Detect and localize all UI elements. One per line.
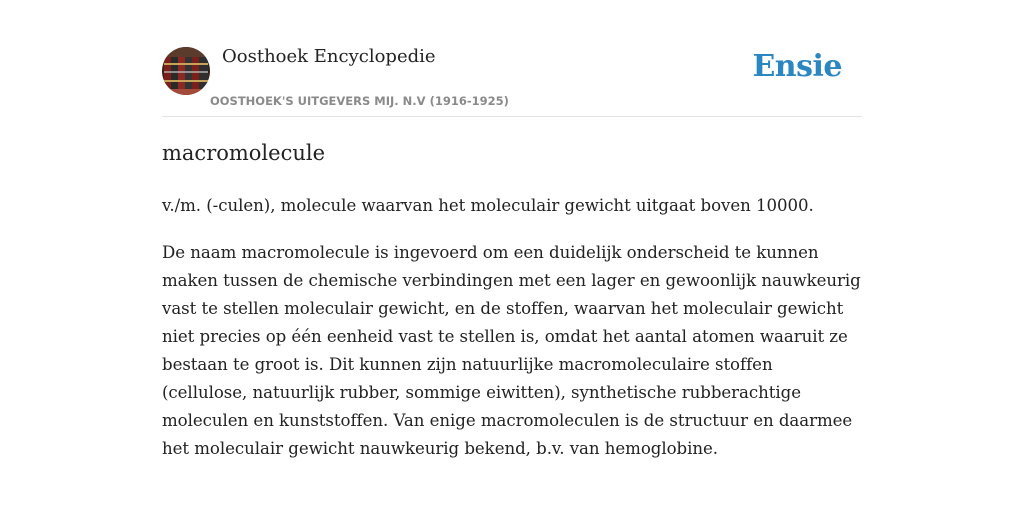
entry-body bbox=[162, 239, 874, 463]
body-line: De naam macromolecule is ingevoerd om een duidelijk onderscheid te kunnen bbox=[162, 243, 819, 262]
body-line: het moleculair gewicht nauwkeurig bekend, b.v. van hemoglobine. bbox=[162, 439, 719, 458]
entry-title: macromolecule bbox=[162, 141, 326, 165]
body-line: bestaan te groot is. Dit kunnen zijn natuurlijke macromoleculaire stoffen bbox=[162, 355, 773, 374]
body-line: maken tussen de chemische verbindingen met een lager en gewoonlijk nauwkeurig bbox=[162, 271, 861, 290]
body-line: niet precies op één eenheid vast te stellen is, omdat het aantal atomen waaruit ze bbox=[162, 327, 848, 346]
body-line: moleculen en kunststoffen. Van enige macromoleculen is de structuur en daarmee bbox=[162, 411, 853, 430]
encyclopedia-books-icon bbox=[162, 47, 210, 95]
source-subtitle: OOSTHOEK'S UITGEVERS MIJ. N.V (1916-1925) bbox=[210, 94, 509, 108]
source-avatar[interactable] bbox=[162, 47, 210, 95]
body-line: vast te stellen moleculair gewicht, en de stoffen, waarvan het moleculair gewicht bbox=[162, 299, 844, 318]
source-title[interactable]: Oosthoek Encyclopedie bbox=[222, 46, 436, 67]
ensie-logo[interactable]: Ensie bbox=[752, 49, 842, 84]
body-line: (cellulose, natuurlijk rubber, sommige eiwitten), synthetische rubberachtige bbox=[162, 383, 801, 402]
source-header bbox=[162, 40, 862, 117]
entry-definition: v./m. (-culen), molecule waarvan het moleculair gewicht uitgaat boven 10000. bbox=[162, 196, 814, 215]
